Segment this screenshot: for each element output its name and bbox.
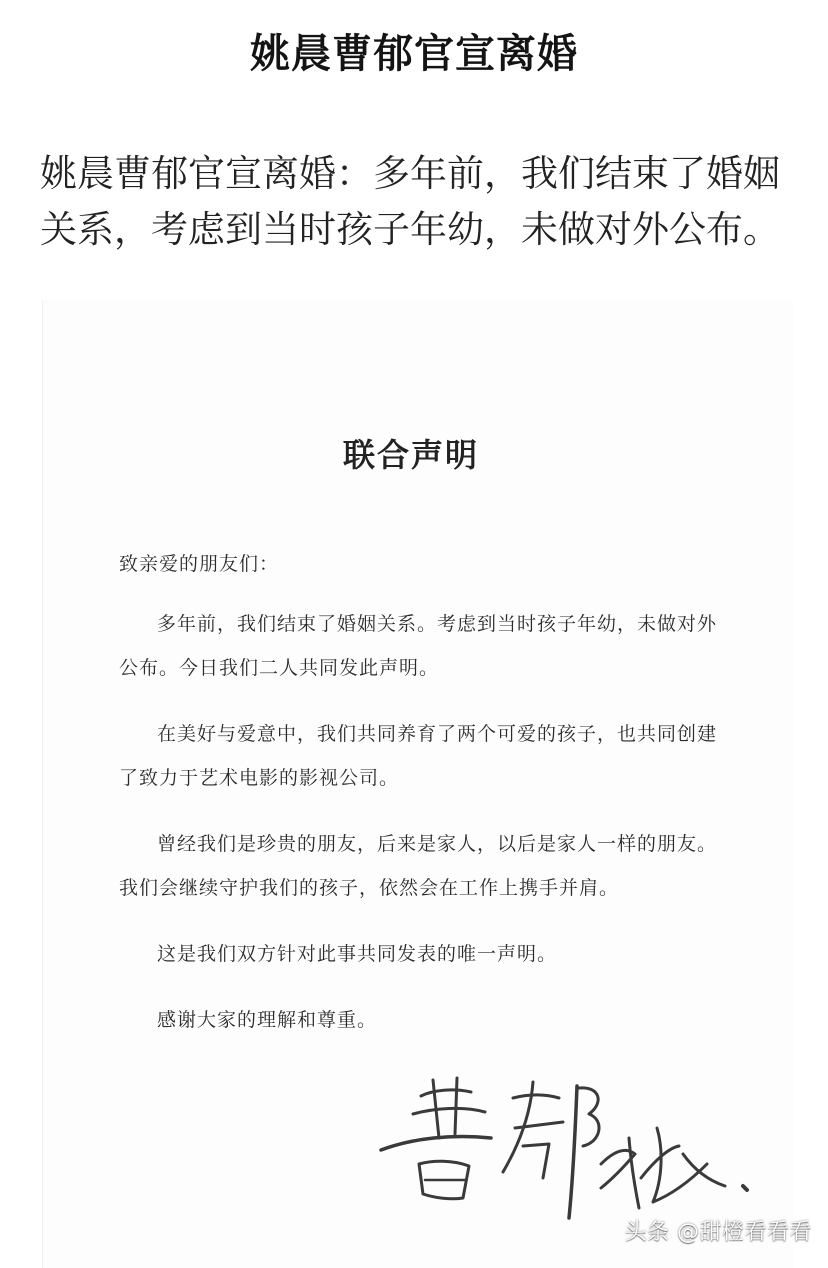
statement-paragraph: 在美好与爱意中，我们共同养育了两个可爱的孩子，也共同创建了致力于艺术电影的影视公司。 <box>119 723 718 789</box>
statement-salutation: 致亲爱的朋友们： <box>119 553 280 575</box>
statement-paragraph: 感谢大家的理解和尊重。 <box>157 1009 378 1031</box>
statement-body <box>119 550 719 1064</box>
article-summary: 姚晨曹郁官宣离婚：多年前，我们结束了婚姻关系，考虑到当时孩子年幼，未做对外公布。 <box>40 152 780 251</box>
statement-paragraph: 曾经我们是珍贵的朋友，后来是家人，以后是家人一样的朋友。我们会继续守护我们的孩子，依然会在工作上携手并肩。 <box>119 833 718 899</box>
source-watermark: 头条 @甜橙看看看 <box>624 1220 812 1245</box>
statement-title: 联合声明 <box>342 436 479 474</box>
handwritten-signature <box>373 1068 763 1228</box>
article-headline: 姚晨曹郁官宣离婚 <box>250 31 578 77</box>
statement-paragraph: 这是我们双方针对此事共同发表的唯一声明。 <box>157 943 558 965</box>
statement-paragraph: 多年前，我们结束了婚姻关系。考虑到当时孩子年幼，未做对外公布。今日我们二人共同发此声明。 <box>119 613 718 679</box>
joint-statement-image <box>42 300 793 1268</box>
